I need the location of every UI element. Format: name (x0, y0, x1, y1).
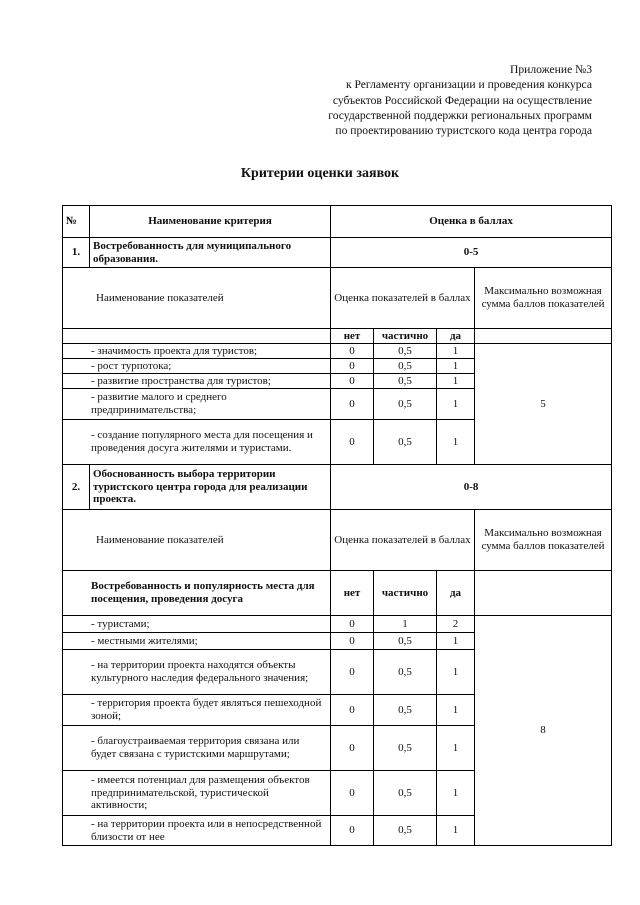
scale-no: нет (331, 571, 374, 616)
header-line: Приложение №3 (510, 63, 592, 76)
criterion-range: 0-8 (331, 465, 612, 510)
scale-max-empty (475, 571, 612, 616)
score-partly: 0,5 (374, 389, 437, 420)
score-yes: 1 (437, 374, 475, 389)
scale-label: Востребованность и популярность места для посещения, проведения досуга (63, 571, 331, 616)
scale-label (63, 329, 331, 344)
score-yes: 1 (437, 726, 475, 771)
score-no: 0 (331, 771, 374, 816)
score-no: 0 (331, 695, 374, 726)
indicator-name: - имеется потенциал для размещения объектов предпринимательской, туристической активности; (63, 771, 331, 816)
indicator-header-row (63, 268, 612, 329)
score-partly: 0,5 (374, 695, 437, 726)
criterion-number: 1. (63, 238, 90, 268)
col-num-header: № (63, 206, 90, 238)
score-no: 0 (331, 650, 374, 695)
score-no: 0 (331, 359, 374, 374)
col-score-header: Оценка в баллах (331, 206, 612, 238)
indicators-label: Наименование показателей (63, 510, 331, 571)
rating-label: Оценка показателей в баллах (331, 510, 475, 571)
indicator-name: - территория проекта будет являться пешеходной зоной; (63, 695, 331, 726)
scale-max-empty (475, 329, 612, 344)
score-partly: 0,5 (374, 420, 437, 465)
score-yes: 1 (437, 771, 475, 816)
score-yes: 1 (437, 695, 475, 726)
header-line: государственной поддержки региональных программ (328, 108, 592, 122)
criterion-range: 0-5 (331, 238, 612, 268)
indicator-name: - на территории проекта находятся объекты культурного наследия федерального значения; (63, 650, 331, 695)
indicator-name: - значимость проекта для туристов; (63, 344, 331, 359)
score-yes: 1 (437, 633, 475, 650)
score-partly: 0,5 (374, 650, 437, 695)
indicator-header-row (63, 510, 612, 571)
score-yes: 2 (437, 616, 475, 633)
criterion-number: 2. (63, 465, 90, 510)
criterion-row (63, 465, 612, 510)
score-no: 0 (331, 420, 374, 465)
score-no: 0 (331, 616, 374, 633)
max-value: 5 (475, 344, 612, 465)
header-line: субъектов Российской Федерации на осуществление (332, 93, 592, 107)
table-row (63, 616, 612, 633)
table-row (63, 344, 612, 359)
scale-yes: да (437, 571, 475, 616)
scale-partly: частично (374, 329, 437, 344)
appendix-header (262, 62, 592, 138)
criterion-name: Обоснованность выбора территории туристского центра города для реализации проекта. (90, 465, 331, 510)
score-yes: 1 (437, 359, 475, 374)
max-label: Максимально возможная сумма баллов показателей (475, 268, 612, 329)
score-partly: 0,5 (374, 771, 437, 816)
page-title: Критерии оценки заявок (240, 166, 400, 181)
header-line: к Регламенту организации и проведения конкурса (345, 78, 592, 92)
scale-no: нет (331, 329, 374, 344)
score-yes: 1 (437, 650, 475, 695)
indicator-name: - местными жителями; (63, 633, 331, 650)
score-no: 0 (331, 726, 374, 771)
header-line: по проектированию туристского кода центра города (335, 124, 592, 138)
score-no: 0 (331, 633, 374, 650)
criterion-name: Востребованность для муниципального образования. (90, 238, 331, 268)
score-partly: 0,5 (374, 816, 437, 846)
scale-header-row (63, 329, 612, 344)
indicators-label: Наименование показателей (63, 268, 331, 329)
table-head-row (63, 206, 612, 238)
score-no: 0 (331, 344, 374, 359)
score-no: 0 (331, 389, 374, 420)
score-no: 0 (331, 816, 374, 846)
score-no: 0 (331, 374, 374, 389)
score-yes: 1 (437, 816, 475, 846)
score-partly: 0,5 (374, 359, 437, 374)
rating-label: Оценка показателей в баллах (331, 268, 475, 329)
score-partly: 1 (374, 616, 437, 633)
indicator-name: - рост турпотока; (63, 359, 331, 374)
score-yes: 1 (437, 389, 475, 420)
max-label: Максимально возможная сумма баллов показателей (475, 510, 612, 571)
scale-partly: частично (374, 571, 437, 616)
score-partly: 0,5 (374, 726, 437, 771)
scale-yes: да (437, 329, 475, 344)
max-value: 8 (475, 616, 612, 846)
indicator-name: - на территории проекта или в непосредственной близости от нее (63, 816, 331, 846)
criteria-table (62, 205, 612, 846)
indicator-name: - развитие пространства для туристов; (63, 374, 331, 389)
scale-header-row (63, 571, 612, 616)
score-partly: 0,5 (374, 374, 437, 389)
score-partly: 0,5 (374, 344, 437, 359)
indicator-name: - развитие малого и среднего предпринимательства; (63, 389, 331, 420)
score-yes: 1 (437, 420, 475, 465)
indicator-name: - создание популярного места для посещения и проведения досуга жителями и туристами. (63, 420, 331, 465)
criterion-row (63, 238, 612, 268)
col-name-header: Наименование критерия (90, 206, 331, 238)
indicator-name: - туристами; (63, 616, 331, 633)
score-yes: 1 (437, 344, 475, 359)
score-partly: 0,5 (374, 633, 437, 650)
indicator-name: - благоустраиваемая территория связана или будет связана с туристскими маршрутами; (63, 726, 331, 771)
